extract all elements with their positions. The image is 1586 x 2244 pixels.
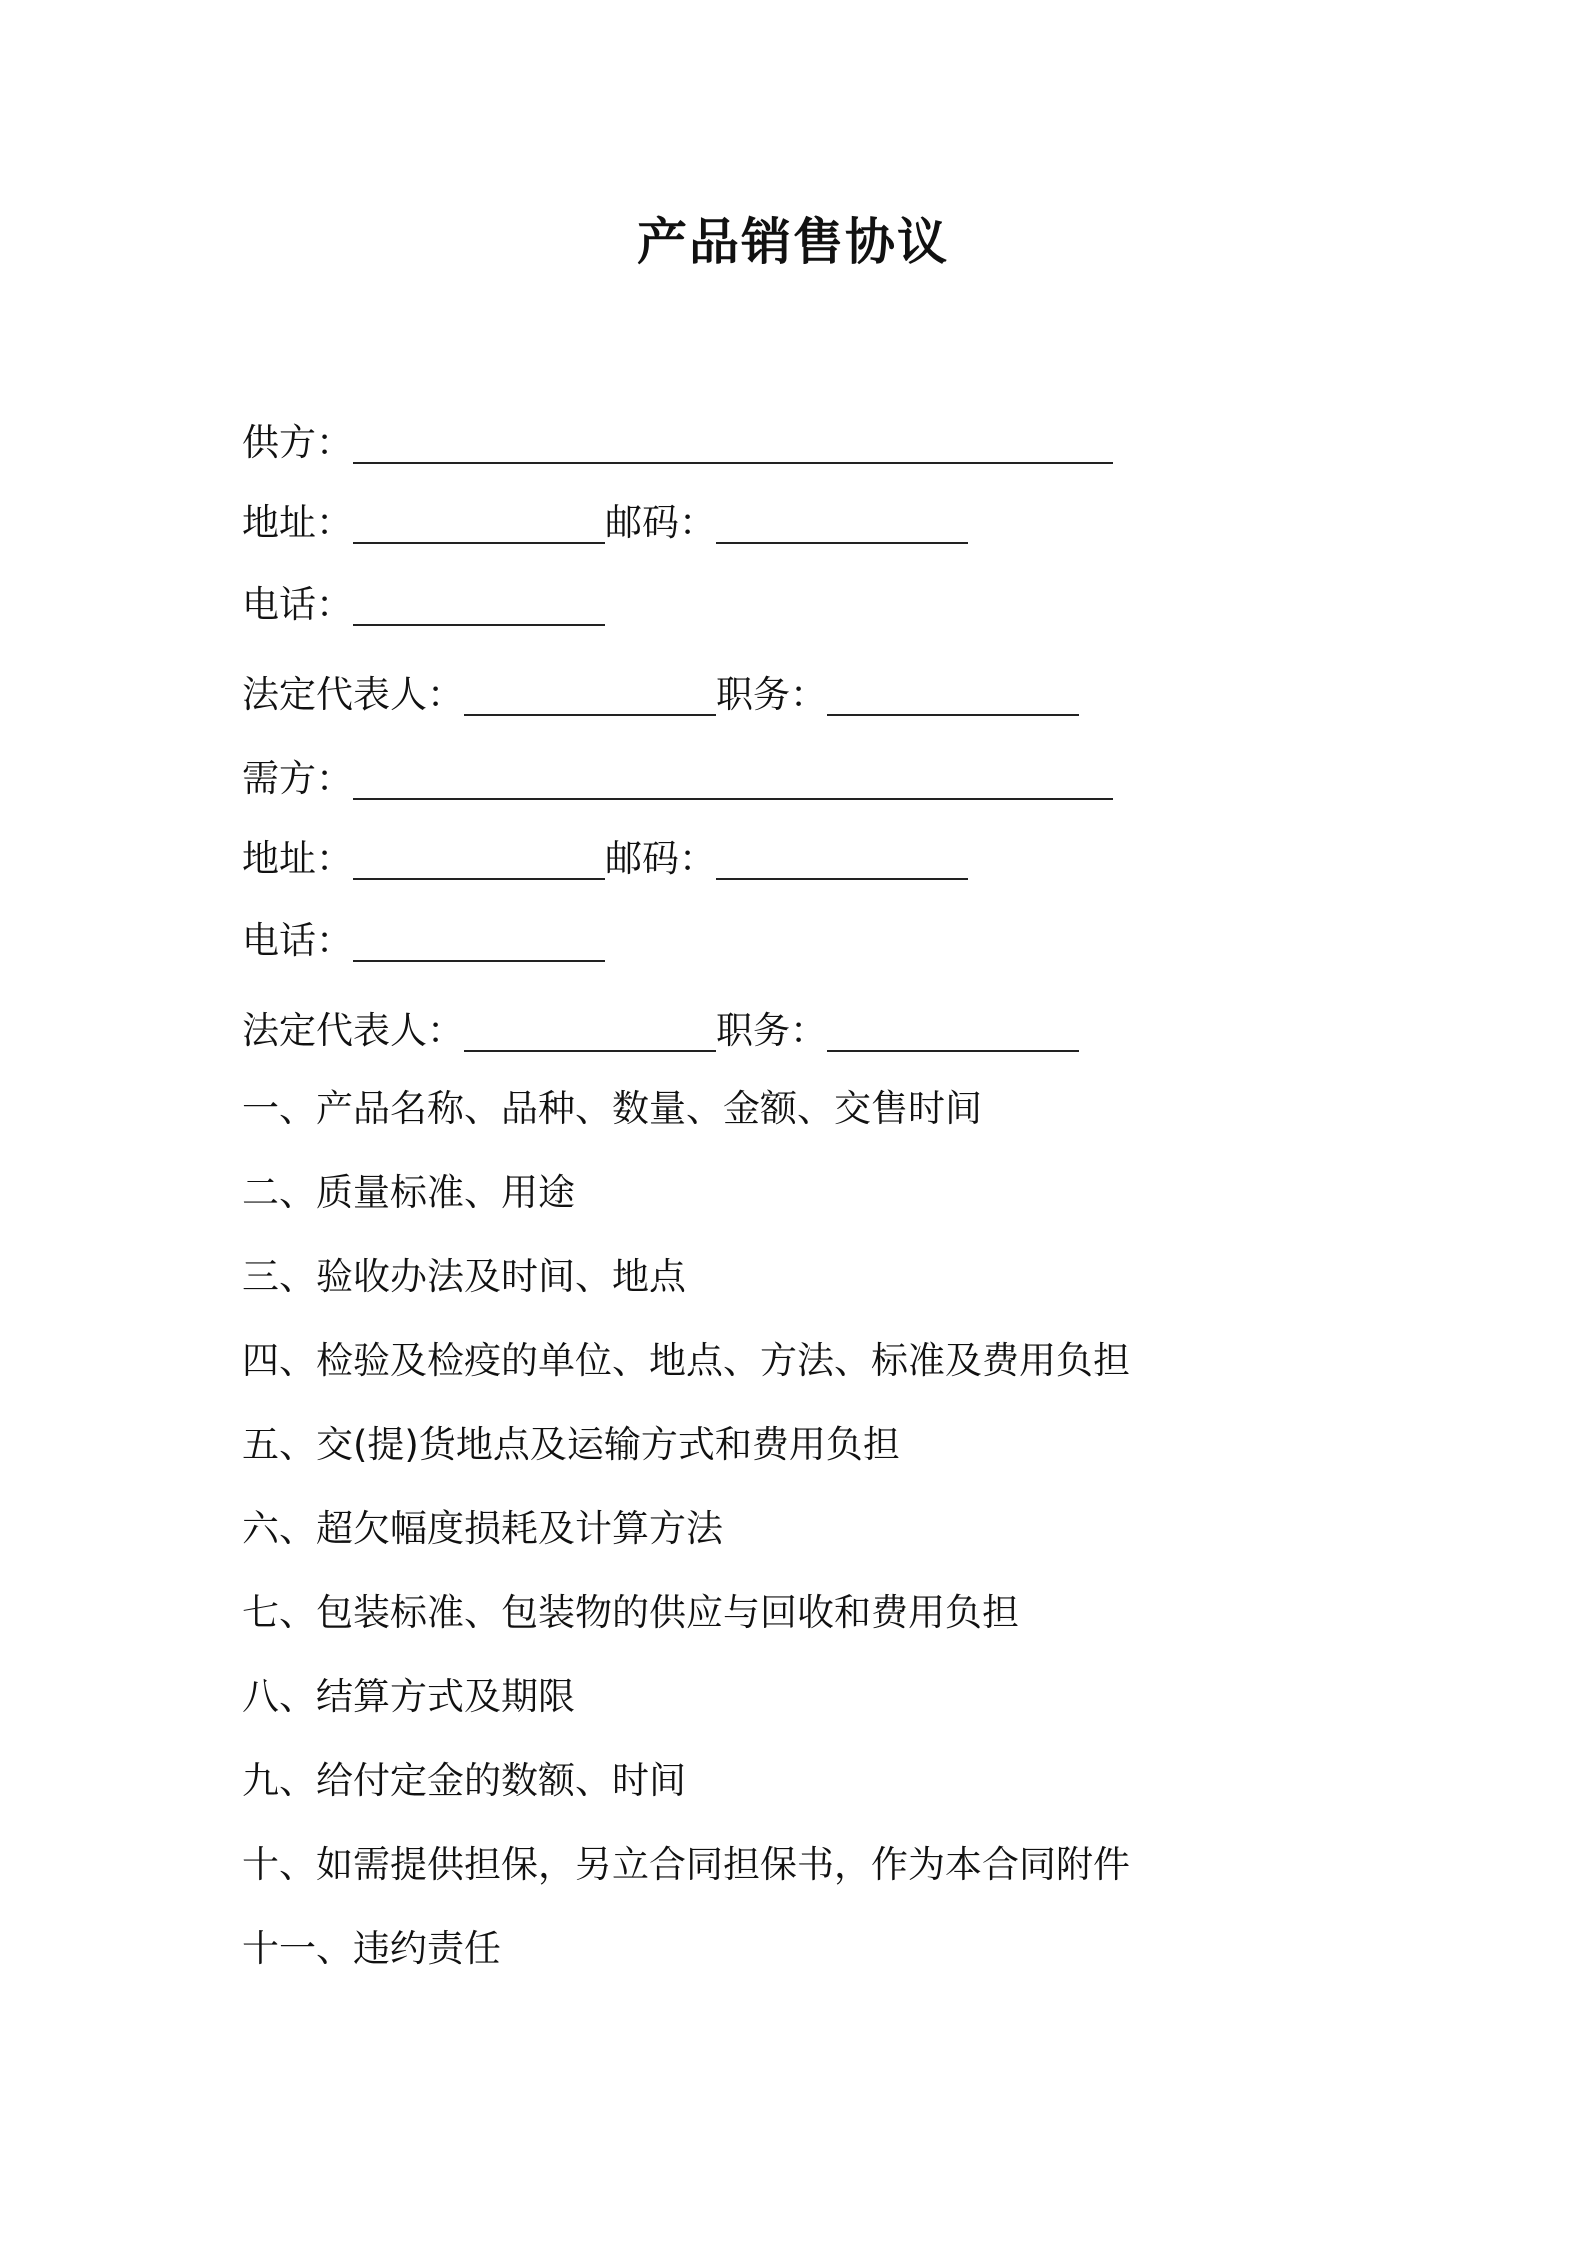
supplier-legal-rep-blank [464,678,716,716]
buyer-legal-rep-blank [464,1014,716,1052]
supplier-party-row [242,418,1113,468]
buyer-party-blank [353,762,1113,800]
supplier-postcode-label: 邮码： [605,501,716,544]
supplier-phone-row [242,580,605,630]
supplier-legal-rep-label: 法定代表人： [242,673,464,716]
buyer-position-label: 职务： [716,1009,827,1052]
document-title: 产品销售协议 [637,213,949,271]
section-heading: 九、给付定金的数额、时间 [242,1759,686,1802]
section-heading: 十、如需提供担保，另立合同担保书，作为本合同附件 [242,1843,1130,1886]
supplier-position-label: 职务： [716,673,827,716]
buyer-phone-blank [353,924,605,962]
buyer-postcode-label: 邮码： [605,837,716,880]
supplier-address-label: 地址： [242,501,353,544]
section-heading: 五、交(提)货地点及运输方式和费用负担 [242,1423,900,1466]
section-heading: 四、检验及检疫的单位、地点、方法、标准及费用负担 [242,1339,1130,1382]
section-heading: 七、包装标准、包装物的供应与回收和费用负担 [242,1591,1019,1634]
buyer-phone-row [242,916,605,966]
supplier-legal-rep-row [242,670,1079,720]
buyer-postcode-blank [716,842,968,880]
buyer-legal-rep-label: 法定代表人： [242,1009,464,1052]
buyer-legal-rep-row [242,1006,1079,1056]
supplier-phone-blank [353,588,605,626]
buyer-address-label: 地址： [242,837,353,880]
supplier-address-blank [353,506,605,544]
buyer-address-row [242,834,968,884]
section-heading: 三、验收办法及时间、地点 [242,1255,686,1298]
buyer-party-label: 需方： [242,757,353,800]
section-heading: 一、产品名称、品种、数量、金额、交售时间 [242,1087,982,1130]
section-heading: 六、超欠幅度损耗及计算方法 [242,1507,723,1550]
section-heading: 八、结算方式及期限 [242,1675,575,1718]
section-heading: 十一、违约责任 [242,1927,501,1970]
supplier-postcode-blank [716,506,968,544]
section-heading: 二、质量标准、用途 [242,1171,575,1214]
buyer-party-row [242,754,1113,804]
buyer-position-blank [827,1014,1079,1052]
supplier-phone-label: 电话： [242,583,353,626]
buyer-address-blank [353,842,605,880]
supplier-party-label: 供方： [242,421,353,464]
supplier-party-blank [353,426,1113,464]
buyer-phone-label: 电话： [242,919,353,962]
supplier-address-row [242,498,968,548]
supplier-position-blank [827,678,1079,716]
